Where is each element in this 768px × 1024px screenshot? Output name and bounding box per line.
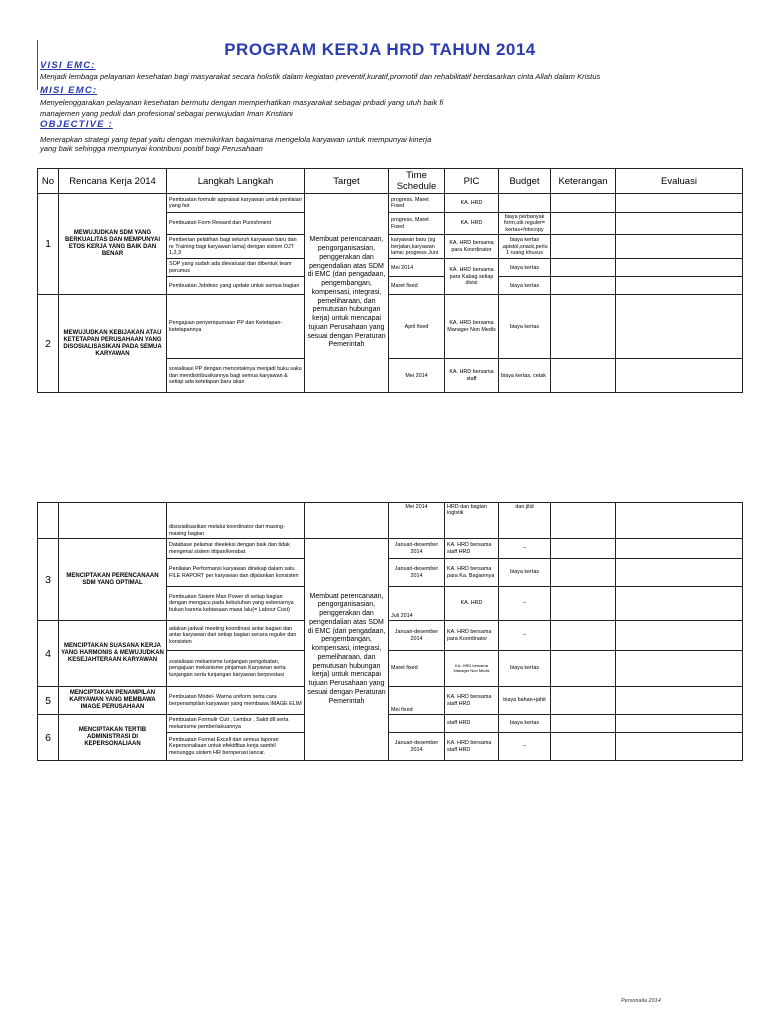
target-cell [305,503,389,539]
langkah-cell: Pembuatan Model- Warna uniform serta cara berpenampilan karyawan yang membawa IMAGE ELIM [167,687,305,715]
evaluasi-cell [616,651,743,687]
objective-text-2: yang baik sehingga mempunyai kontribusi positif bagi Perusahaan [40,144,263,153]
keterangan-cell [551,235,616,259]
pic-cell: HRD dan bagian logistik [445,503,499,539]
pic-cell: KA. HRD [445,213,499,235]
header-target: Target [305,169,389,194]
time-cell: Mei 2014 [389,359,445,393]
evaluasi-cell [616,295,743,359]
header-budget: Budget [499,169,551,194]
keterangan-cell [551,295,616,359]
row-number: 2 [38,295,59,393]
evaluasi-cell [616,587,743,621]
rencana-cell: MENCIPTAKAN SUASANA KERJA YANG HARMONIS & MEWUJUDKAN KESEJAHTERAAN KARYAWAN [59,621,167,687]
langkah-cell: Pengajuan penyempurnaan PP dan Ketetapan-ketetapannya [167,295,305,359]
evaluasi-cell [616,194,743,213]
langkah-cell: Pembuatan formulir appraisal karyawan untuk penilaian yang fair [167,194,305,213]
langkah-cell: Pembuatan Sistem Man Power di setiap bagian dengan mengacu pada kebutuhan yang sebenarnya bukan karena kebiasaan masa lalu(= Labour Cost) [167,587,305,621]
budget-cell: – [499,539,551,559]
budget-cell: biaya bahan+jahit [499,687,551,715]
table-row [38,687,743,715]
time-cell: April fixed [389,295,445,359]
time-cell: Juli 2014 [389,587,445,621]
table-row [38,295,743,359]
page-title: PROGRAM KERJA HRD TAHUN 2014 [224,40,536,59]
pic-cell: KA. HRD bersama staff HRD [445,733,499,761]
margin-line [37,40,38,90]
page-footer: Personalia 2014 [621,998,661,1004]
budget-cell: biaya kertas ,apistol,snack,perlu 1 ruang khusus [499,235,551,259]
langkah-cell: Penilaian Performansi karyawan dinekap dalam satu FILE RAPORT per karyawan dan dijalankan konsisten [167,559,305,587]
rencana-cell: MEWUJUDKAN KEBIJAKAN ATAU KETETAPAN PERUSAHAAN YANG DISOSIALISASIKAN PADA SEMUA KARYAWAN [59,295,167,393]
evaluasi-cell [616,559,743,587]
table-row [38,715,743,733]
budget-cell: biaya kertas [499,715,551,733]
langkah-cell: Database pelamar dieeleksi dengan baik dan tidak mengenal sistem titipan/kerabat [167,539,305,559]
time-cell: Januari-desember 2014 [389,559,445,587]
time-cell: Mei fixed [389,687,445,715]
misi-label: MISI EMC: [40,85,98,96]
langkah-cell: Pembuatan Format Excell dari semua laporan Kepersonaliaan untuk efektifitas kerja sambil menunggu sistem HR beroperasi lancar. [167,733,305,761]
budget-cell [499,194,551,213]
keterangan-cell [551,359,616,393]
header-keterangan: Keterangan [551,169,616,194]
budget-cell: biaya kertas, cetak [499,359,551,393]
time-cell: Januari-desember 2014 [389,539,445,559]
pic-cell: KA. HRD bersama staff HRD [445,539,499,559]
target-cell: Membuat perencanaan, pengorganisasian, penggerakan dan pengendalian atas SDM di EMC (dari pengadaan, pengembangan, kompensasi, integrasi, pemeliharaan, dan pemutusan hubungan kerja) untuk mencapai tujuan Perusahaan yang sesuai dengan Peraturan Pemerintah [305,539,389,761]
time-cell: karyawan baru (sg berjalan,karyawan lama: progress Juni [389,235,445,259]
langkah-cell: sosialisasi PP dengan mencetaknya menjadi buku saku dan mendistribusikannya bagi semua karyawan & setiap ada ketetapan baru akan [167,359,305,393]
budget-cell: biaya kertas [499,259,551,277]
time-cell: Mei 2014 [389,259,445,277]
budget-cell: biaya kertas [499,651,551,687]
row-number: 3 [38,539,59,621]
pic-cell: KA. HRD bersama staff HRD [445,687,499,715]
page-break-gap [0,398,768,502]
row-number: 6 [38,715,59,761]
time-cell [389,715,445,733]
keterangan-cell [551,687,616,715]
target-cell: Membuat perencanaan, pengorganisasian, penggerakan dan pengendalian atas SDM di EMC (dari pengadaan, pengembangan, kompensasi, integrasi, pemeliharaan, dan pemutusan hubungan kerja) untuk mencapai tujuan Perusahaan yang sesuai dengan Peraturan Pemerintah [305,194,389,393]
misi-text-2: manajemen yang peduli dan profesional sebagai perwujudan Iman Kristiani [40,109,293,118]
keterangan-cell [551,194,616,213]
rencana-cell: MENCIPTAKAN TERTIB ADMINISTRASI DI KEPERSONALIAAN [59,715,167,761]
langkah-cell: Pembuatan Form Reward dan Punishment [167,213,305,235]
time-cell: Januari-desember 2014 [389,733,445,761]
budget-cell: – [499,587,551,621]
pic-cell: KA. HRD bersama Manager Non Medis [445,295,499,359]
langkah-cell: SOP yang sudah ada dievaluasi dan dibentuk team perumus [167,259,305,277]
row-number: 4 [38,621,59,687]
budget-cell: biaya kertas [499,559,551,587]
row-number [38,503,59,539]
header-time-schedule: Time Schedule [389,169,445,194]
rencana-cell [59,503,167,539]
evaluasi-cell [616,687,743,715]
time-cell: Mei 2014 [389,503,445,539]
time-cell: Maret fixed [389,277,445,295]
pic-cell: KA. HRD bersama para Koordinator [445,621,499,651]
rencana-cell: MENCIPTAKAN PENAMPILAN KARYAWAN YANG MEMBAWA IMAGE PERUSAHAAN [59,687,167,715]
table-header-row [38,169,743,194]
misi-text-1: Menyelenggarakan pelayanan kesehatan bermutu dengan memperhatikan masyarakat sebagai pribadi yang utuh baik fi [40,98,444,107]
evaluasi-cell [616,277,743,295]
header-evaluasi: Evaluasi [616,169,743,194]
pic-cell: KA. HRD bersama para Kabag setiap divisi [445,259,499,295]
keterangan-cell [551,587,616,621]
budget-cell: biaya kertas [499,295,551,359]
budget-cell: biaya perbanyak form,utk reguler= kertas+fotocopy [499,213,551,235]
rencana-cell: MENCIPTAKAN PERENCANAAN SDM YANG OPTIMAL [59,539,167,621]
program-table-bottom [37,502,743,761]
langkah-cell: sosialisasi mekanisme tunjangan pengobatan, pengajuan mekanisme pinjaman Karyawan serta tunjangan serta tunjangan karyawan berprestasi [167,651,305,687]
time-cell: progress, Maret Fixed [389,194,445,213]
evaluasi-cell [616,359,743,393]
evaluasi-cell [616,733,743,761]
visi-text: Menjadi lembaga pelayanan kesehatan bagi masyarakat secara holistik dalam kegiatan preventif,kuratif,promotif dan rehabilitatif berdasarkan cinta Allah dalam Kristus [40,72,601,81]
keterangan-cell [551,733,616,761]
budget-cell: – [499,621,551,651]
langkah-cell: Pembuatan Formulir Cuti , Lembur , Sakit dll serta mekanisme pemberlakuannya [167,715,305,733]
header-langkah: Langkah Langkah [167,169,305,194]
keterangan-cell [551,651,616,687]
pic-cell: KA. HRD [445,587,499,621]
pic-cell: KA. HRD bersama Manager Non Medis [445,651,499,687]
evaluasi-cell [616,259,743,277]
budget-cell: biaya kertas [499,277,551,295]
evaluasi-cell [616,715,743,733]
time-cell: Januari-desember 2014 [389,621,445,651]
langkah-cell: adakan jadwal meeting koordinasi antar bagian dan antar karyawan dari setiap bagian secara reguler dan konsisten [167,621,305,651]
keterangan-cell [551,621,616,651]
pic-cell: staff HRD [445,715,499,733]
langkah-cell: Pembuatan Jobdesc yang update untuk semua bagian [167,277,305,295]
time-cell: progress, Maret Fixed [389,213,445,235]
table-row [38,539,743,559]
header-no: No [38,169,59,194]
pic-cell: KA. HRD bersama staff [445,359,499,393]
langkah-cell: disosialisasikan melalui koordinator dari masing-masing bagian [167,503,305,539]
evaluasi-cell [616,235,743,259]
visi-label: VISI EMC: [40,60,96,71]
pic-cell: KA. HRD bersama para Koordinator [445,235,499,259]
time-cell: Maret fixed [389,651,445,687]
objective-text-1: Menerapkan strategi yang tepat yaitu dengan memikirkan bagaimana mengelola karyawan untuk mempunyai kinerja [40,135,432,144]
langkah-cell: Pemberian pelatihan bagi seluruh karyawan baru dan re Training bagi karyawan lama) dengan sistem OJT 1,2,3 [167,235,305,259]
keterangan-cell [551,277,616,295]
evaluasi-cell [616,621,743,651]
rencana-cell: MEWUJUDKAN SDM YANG BERKUALITAS DAN MEMPUNYAI ETOS KERJA YANG BAIK DAN BENAR [59,194,167,295]
keterangan-cell [551,503,616,539]
objective-label: OBJECTIVE : [40,119,113,130]
table-row [38,621,743,651]
keterangan-cell [551,559,616,587]
program-table-top [37,168,743,393]
pic-cell: KA. HRD bersama para Ka. Bagiannya [445,559,499,587]
keterangan-cell [551,539,616,559]
keterangan-cell [551,213,616,235]
pic-cell: KA. HRD [445,194,499,213]
keterangan-cell [551,259,616,277]
table-row [38,503,743,539]
keterangan-cell [551,715,616,733]
evaluasi-cell [616,539,743,559]
evaluasi-cell [616,503,743,539]
budget-cell: – [499,733,551,761]
table-row [38,194,743,213]
budget-cell: dan jilid [499,503,551,539]
row-number: 1 [38,194,59,295]
evaluasi-cell [616,213,743,235]
row-number: 5 [38,687,59,715]
header-pic: PIC [445,169,499,194]
header-rencana: Rencana Kerja 2014 [59,169,167,194]
